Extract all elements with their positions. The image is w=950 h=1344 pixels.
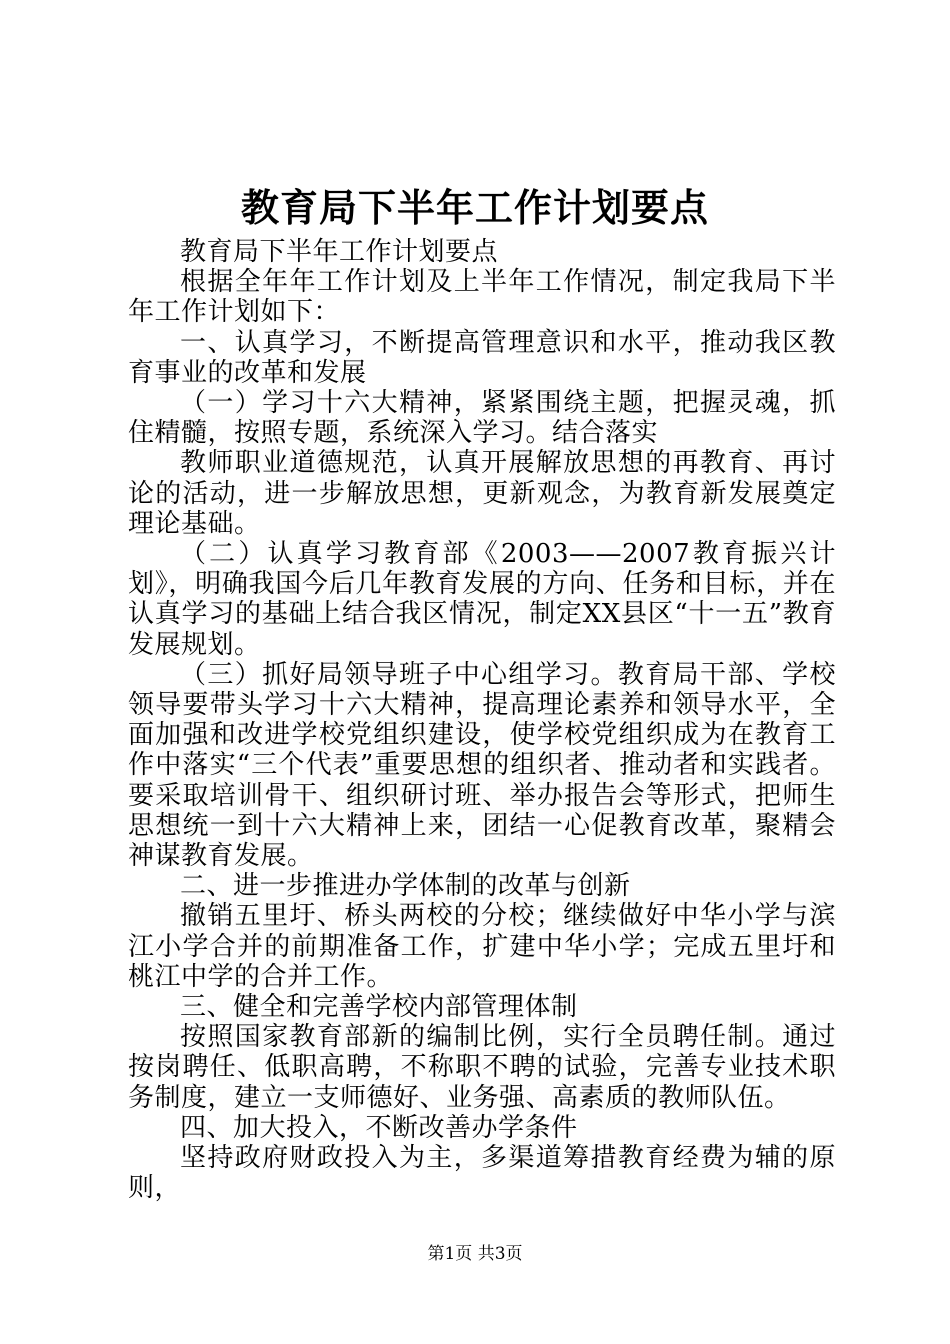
paragraph-section-2: 撤销五里圩、桥头两校的分校；继续做好中华小学与滨江小学合并的前期准备工作，扩建中华小学；完成五里圩和桃江中学的合并工作。 [128,901,836,992]
section-heading-4: 四、加大投入，不断改善办学条件 [180,1112,578,1143]
paragraph-item-1-3: （三）抓好局领导班子中心组学习。教育局干部、学校领导要带头学习十六大精神，提高理论素养和领导水平，全面加强和改进学校党组织建设，使学校党组织成为在教育工作中落实“三个代表”重要思想的组织者、推动者和实践者。要采取培训骨干、组织研讨班、举办报告会等形式，把师生思想统一到十六大精神上来，团结一心促教育改革，聚精会神谋教育发展。 [128,659,836,872]
section-heading-1: 一、认真学习，不断提高管理意识和水平，推动我区教育事业的改革和发展 [128,327,836,388]
page-number-footer: 第1页 共3页 [427,1244,523,1264]
paragraph-section-3: 按照国家教育部新的编制比例，实行全员聘任制。通过按岗聘任、低职高聘，不称职不聘的试验，完善专业技术职务制度，建立一支师德好、业务强、高素质的教师队伍。 [128,1022,836,1113]
paragraph-teacher-ethics: 教师职业道德规范，认真开展解放思想的再教育、再讨论的活动，进一步解放思想，更新观念，为教育新发展奠定理论基础。 [128,448,836,539]
paragraph-repeated-title: 教育局下半年工作计划要点 [180,237,499,267]
paragraph-item-1-1: （一）学习十六大精神，紧紧围绕主题，把握灵魂，抓住精髓，按照专题，系统深入学习。结合落实 [128,388,836,449]
section-heading-2: 二、进一步推进办学体制的改革与创新 [180,871,631,902]
paragraph-item-1-2: （二）认真学习教育部《2003——2007教育振兴计划》，明确我国今后几年教育发展的方向、任务和目标，并在认真学习的基础上结合我区情况，制定XX县区“十一五”教育发展规划。 [128,539,836,660]
paragraph-intro: 根据全年年工作计划及上半年工作情况，制定我局下半年工作计划如下： [128,267,836,328]
document-body [128,237,836,1204]
paragraph-section-4: 坚持政府财政投入为主，多渠道筹措教育经费为辅的原则， [128,1143,836,1204]
document-title: 教育局下半年工作计划要点 [240,185,709,230]
section-heading-3: 三、健全和完善学校内部管理体制 [180,992,578,1023]
